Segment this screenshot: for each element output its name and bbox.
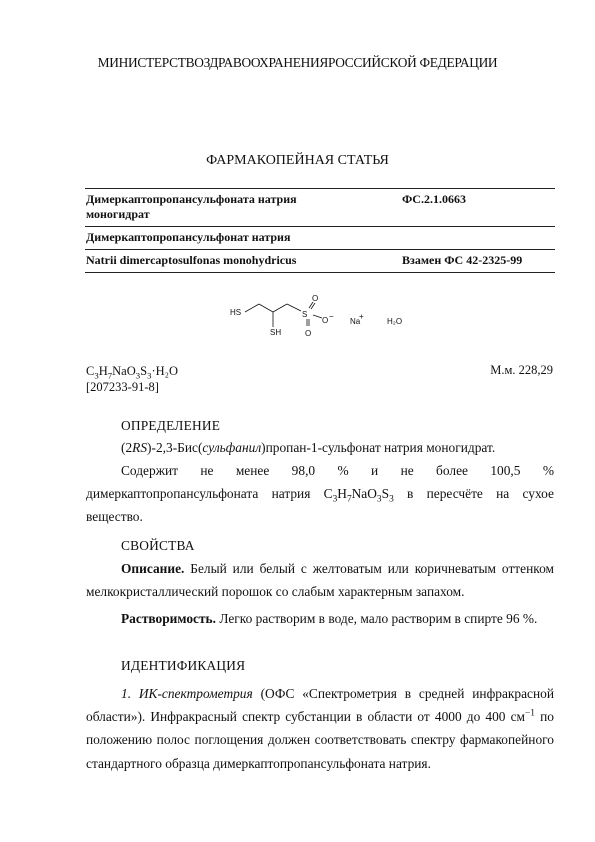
monograph-replaces: Взамен ФС 42-2325-99 — [402, 253, 523, 267]
divider-top — [85, 188, 555, 189]
content-text: димеркаптопропансульфоната натрия C — [86, 486, 333, 501]
plus-charge: + — [359, 312, 364, 321]
monograph-name — [86, 192, 297, 222]
minus-charge: − — [329, 312, 334, 321]
formula-nao: NaO — [112, 364, 136, 378]
structure-bonds — [245, 302, 322, 327]
monograph-name-line1: Димеркаптопропансульфоната натрия — [86, 192, 297, 206]
description-paragraph — [86, 557, 554, 603]
content-line-2 — [86, 482, 554, 505]
solubility-paragraph — [86, 607, 554, 630]
divider-3 — [85, 249, 555, 250]
oxygen-right-label: O — [322, 316, 329, 325]
formula-o-count: 3 — [135, 370, 141, 381]
formula-hydrate: ·H₂O — [151, 364, 179, 378]
definition-chemical-name — [121, 436, 554, 459]
content-sub: 3 — [376, 494, 382, 505]
monograph-code: ФС.2.1.0663 — [402, 192, 466, 206]
ir-paragraph — [86, 682, 554, 775]
content-line-3: вещество. — [86, 509, 143, 524]
section-properties: СВОЙСТВА — [121, 538, 195, 553]
article-title: ФАРМАКОПЕЙНАЯ СТАТЬЯ — [206, 153, 389, 168]
section-identification: ИДЕНТИФИКАЦИЯ — [121, 658, 246, 673]
description-text: Белый или белый с желтоватым или коричневатым оттенком мелкокристаллический порошок со слабым характерным запахом. — [86, 561, 554, 600]
sh-bottom-label: SH — [270, 328, 282, 337]
content-line-1: Содержит не менее 98,0 % и не более 100,5 % — [121, 463, 554, 478]
def-name-part: )-2,3-Бис( — [147, 440, 203, 455]
def-name-rs: RS — [132, 440, 148, 455]
content-sub: 3 — [332, 494, 338, 505]
def-name-part: (2 — [121, 440, 133, 455]
section-definition: ОПРЕДЕЛЕНИЕ — [121, 418, 221, 433]
divider-4 — [85, 272, 555, 273]
formula-s-count: 3 — [147, 370, 152, 381]
monograph-alt-name: Димеркаптопропансульфонат натрия — [86, 230, 291, 244]
ir-label: 1. ИК-спектрометрия — [121, 686, 253, 701]
sodium-label: Na — [350, 317, 361, 326]
content-sub: 3 — [389, 494, 394, 505]
content-sub: 7 — [346, 494, 352, 505]
ir-superscript: −1 — [525, 708, 535, 719]
molecular-weight: М.м. 228,29 — [490, 363, 553, 377]
water-label: H₂O — [387, 317, 403, 326]
description-label: Описание. — [121, 561, 185, 576]
content-text: S — [381, 486, 390, 501]
formula-c-count: 3 — [94, 370, 99, 381]
molecular-formula — [86, 363, 178, 379]
formula-c: C — [86, 364, 95, 378]
divider-2 — [85, 226, 555, 227]
monograph-name-line2: моногидрат — [86, 207, 150, 221]
sulfur-atom-label: S — [302, 310, 308, 319]
solubility-text: Легко растворим в воде, мало растворим в спирте 96 %. — [215, 611, 538, 626]
structural-formula — [225, 293, 425, 348]
def-name-italic: сульфанил — [202, 440, 262, 455]
content-text: в пересчёте на сухое — [393, 486, 554, 501]
solubility-label: Растворимость. — [121, 611, 216, 626]
sh-left-label: HS — [230, 308, 242, 317]
ir-text: (ОФС «Спектрометрия в средней инфракрасной области»). Инфракрасный спектр субстанции в области от 4000 до 400 см — [86, 686, 554, 725]
content-text: H — [337, 486, 347, 501]
content-text: NaO — [351, 486, 377, 501]
formula-h-count: 7 — [107, 370, 113, 381]
oxygen-bottom-label: O — [305, 329, 312, 338]
ir-text: по положению полос поглощения должен соответствовать спектру фармакопейного стандартного образца димеркаптопропансульфоната натрия. — [86, 709, 554, 771]
oxygen-top-label: O — [312, 294, 319, 303]
formula-s: S — [140, 364, 148, 378]
cas-number: [207233-91-8] — [86, 380, 159, 394]
monograph-latin-name: Natrii dimercaptosulfonas monohydricus — [86, 253, 297, 267]
def-name-part: )пропан-1-сульфонат натрия моногидрат. — [261, 440, 496, 455]
ministry-heading: МИНИСТЕРСТВОЗДРАВООХРАНЕНИЯРОССИЙСКОЙ ФЕДЕРАЦИИ — [97, 55, 498, 70]
formula-h: H — [98, 364, 108, 378]
